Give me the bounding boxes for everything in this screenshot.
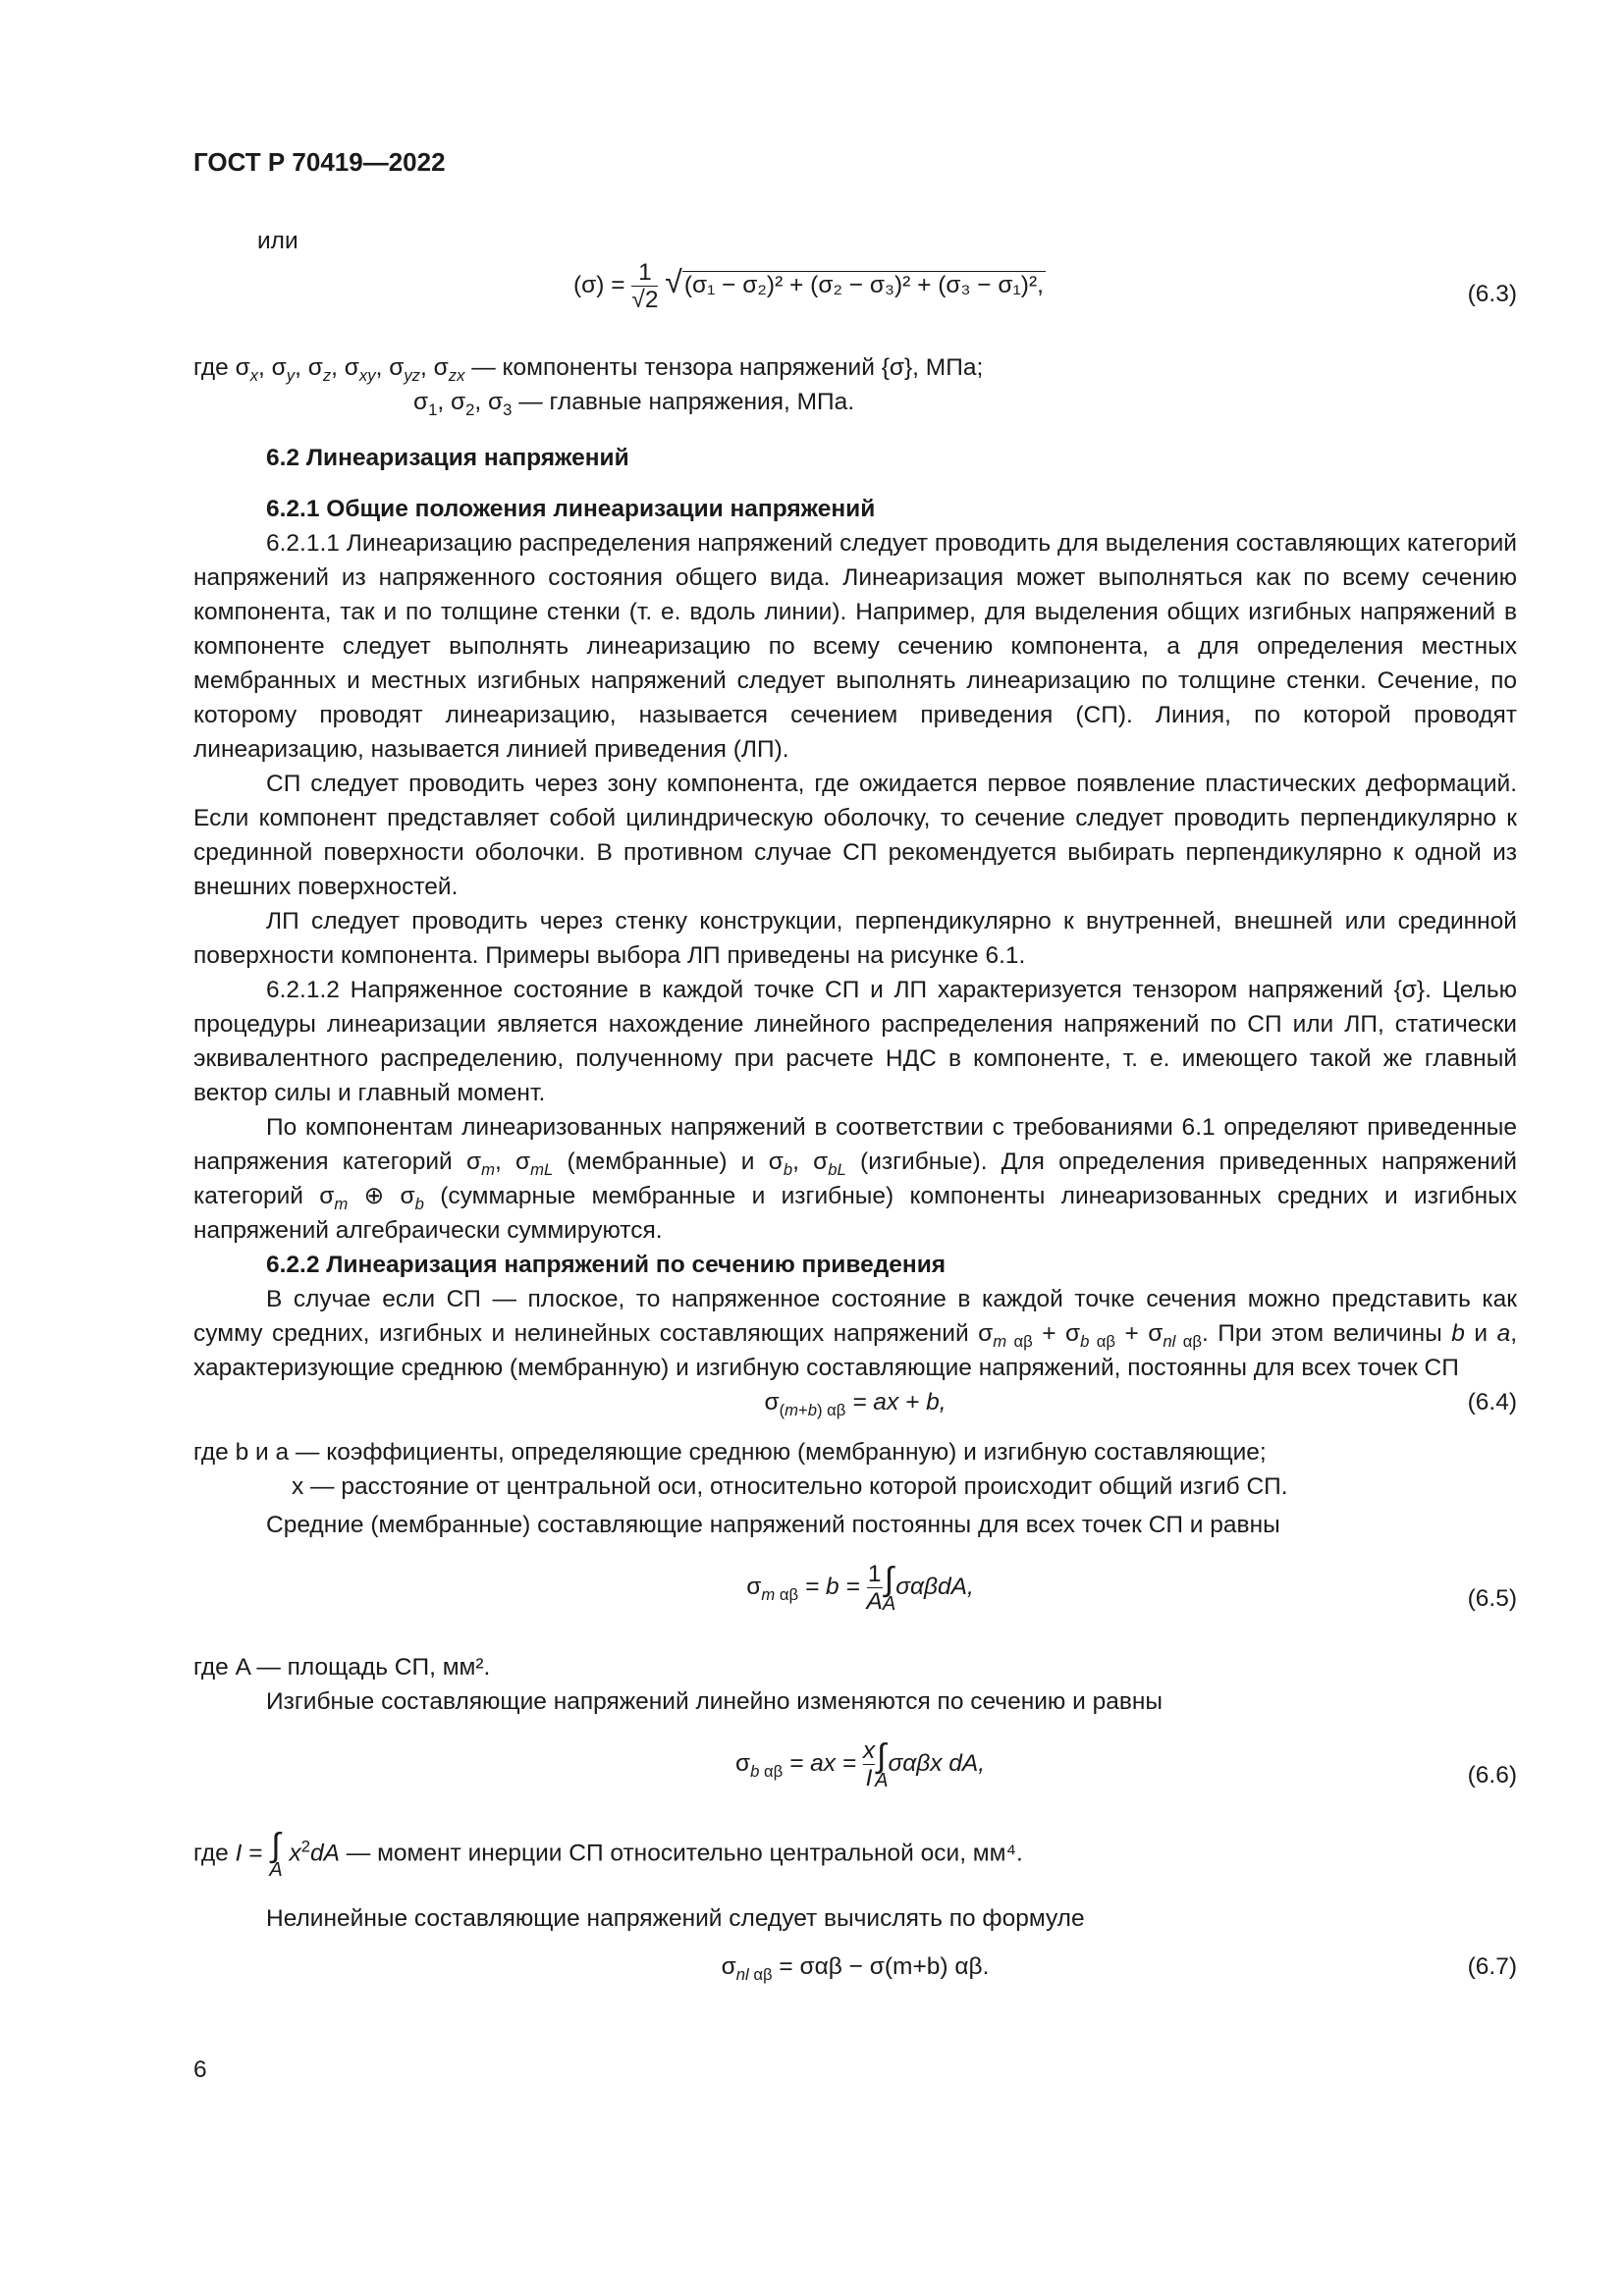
eq63-lhs: (σ) = [573, 272, 625, 299]
eq64-rhs: = ax + b, [845, 1389, 947, 1415]
eq65-mid: = b = [798, 1574, 867, 1601]
where-line-1: где $\sigma_x$, $\sigma_y$, $\sigma_z$, $\sigma_{xy}$, $\sigma_{yz}$, $\sigma_{zx}$ — компоненты тензора напряжений {σ}, МПа; [193, 354, 984, 385]
or-word: или [257, 228, 298, 254]
paragraph-sp: СП следует проводить через зону компонента, где ожидается первое появление пластических деформаций. Если компонент представляет собой цилиндрическую оболочку, то сечение следует проводить перпендикулярно к срединной поверхности оболочки. В противном случае СП рекомендуется выбирать перпендикулярно к одной из внешних поверхностей. [193, 771, 1517, 900]
eq67-number: (6.7) [1467, 1953, 1517, 1980]
eq66-number: (6.6) [1467, 1762, 1517, 1789]
eq64-number: (6.4) [1467, 1389, 1517, 1415]
eq67-rhs: = σαβ − σ(m+b) αβ. [772, 1953, 990, 1980]
where4-text: — момент инерции СП относительно центральной оси, мм⁴. [346, 1840, 1023, 1867]
eq66-end: σαβx dA, [888, 1750, 986, 1778]
equation-6-5: $\sigma_{m \alpha\beta} = b$ = $\frac{1}{A}$ ∫ A σαβdA, (6.5) [746, 1560, 1517, 1615]
where-block-4: где I = ∫ A $x^2dA$ — момент инерции СП относительно центральной оси, мм⁴. [193, 1827, 1023, 1881]
paragraph-bending: Изгибные составляющие напряжений линейно изменяются по сечению и равны [266, 1688, 1163, 1715]
paragraph-6-2-2: В случае если СП — плоское, то напряженное состояние в каждой точке сечения можно представить как сумму средних, изгибных и нелинейных составляющих напряжений $\sigma_{m \alpha\beta} + \sigma_{b \alpha\beta} + \sigma_{nl \alpha\beta}$. При этом величины b и a, характеризующие среднюю (мембранную) и изгибную составляющие напряжений, постоянны для всех точек СП [193, 1286, 1518, 1381]
p6-part-d: , характеризующие среднюю (мембранную) и изгибную составляющие напряжений, постоянны для всех точек СП [193, 1320, 1518, 1381]
p6-part-c: и [1464, 1320, 1497, 1347]
where2-line-2: x — расстояние от центральной оси, относительно которой происходит общий изгиб СП. [292, 1473, 1288, 1500]
eq63-num: 1 [638, 259, 652, 286]
paragraph-nonlinear: Нелинейные составляющие напряжений следует вычислять по формуле [266, 1905, 1085, 1932]
integral-icon: ∫ A [269, 1827, 283, 1881]
p6-part-b: При этом величины [1218, 1320, 1452, 1347]
paragraph-membrane: Средние (мембранные) составляющие напряжений постоянны для всех точек СП и равны [266, 1512, 1280, 1538]
integral-icon: ∫ A [882, 1560, 896, 1615]
eq65-number: (6.5) [1467, 1585, 1517, 1612]
eq65-end: σαβdA, [895, 1574, 974, 1601]
eq66-mid: = ax = [783, 1750, 863, 1778]
heading-6-2-2: 6.2.2 Линеаризация напряжений по сечению приведения [266, 1252, 947, 1278]
eq63-radicand: (σ₁ − σ₂)² + (σ₂ − σ₃)² + (σ₃ − σ₁)², [683, 272, 1044, 299]
eq63-number: (6.3) [1467, 281, 1517, 307]
equation-6-6: $\sigma_{b \alpha\beta}$ = ax = $\frac{x}{I}$ ∫ A σαβx dA, (6.6) [734, 1736, 1517, 1791]
p5-part-c: (изгибные). Для определения приведенных напряжений категорий [193, 1148, 1517, 1209]
eq63-den: √2 [631, 286, 659, 313]
equation-6-4: $\sigma_{(m+b) \alpha\beta}$ = ax + b, (6.4) [193, 1385, 1517, 1419]
paragraph-lp: ЛП следует проводить через стенку конструкции, перпендикулярно к внутренней, внешней или срединной поверхности компонента. Примеры выбора ЛП приведены на рисунке 6.1. [193, 908, 1517, 969]
page-number: 6 [193, 2056, 207, 2083]
integral-icon: ∫ A [875, 1736, 889, 1791]
where2-text: — главные напряжения, МПа. [512, 389, 855, 415]
heading-6-2-1: 6.2.1 Общие положения линеаризации напряжений [266, 496, 876, 522]
where-block-3: где A — площадь СП, мм². [193, 1654, 491, 1681]
equation-6-7: $\sigma_{nl \alpha\beta} = \sigma\alpha\beta - \sigma(m+b)$ αβ. (6.7) [193, 1949, 1517, 1984]
equation-6-3 [573, 260, 1046, 312]
p5-part-a: По компонентам линеаризованных напряжений в соответствии с требованиями 6.1 определяют приведенные напряжения категорий [193, 1114, 1517, 1175]
paragraph-6-2-1-2: 6.2.1.2 Напряженное состояние в каждой точке СП и ЛП характеризуется тензором напряжений {σ}. Целью процедуры линеаризации является нахождение линейного распределения напряжений по СП или ЛП, статически эквивалентного распределению, полученному при расчете НДС в компоненте, т. е. имеющего такой же главный вектор силы и главный момент. [193, 977, 1517, 1106]
p5-part-b: (мембранные) и [553, 1148, 769, 1175]
p6-part-a: В случае если СП — плоское, то напряженное состояние в каждой точке сечения можно представить как сумму средних, изгибных и нелинейных составляющих напряжений [193, 1286, 1517, 1347]
heading-6-2: 6.2 Линеаризация напряжений [266, 445, 629, 471]
paragraph-6-2-1-1: 6.2.1.1 Линеаризацию распределения напряжений следует проводить для выделения составляющих категорий напряжений из напряженного состояния общего вида. Линеаризация может выполняться как по всему сечению компонента, так и по толщине стенки (т. е. вдоль линии). Например, для выделения общих изгибных напряжений в компоненте следует выполнять линеаризацию по всему сечению компонента, а для определения местных мембранных и местных изгибных напряжений следует выполнять линеаризацию по толщине стенки. Сечение, по которому проводят линеаризацию, называется сечением приведения (СП). Линия, по которой проводят линеаризацию, называется линией приведения (ЛП). [193, 530, 1517, 763]
eq63-fraction [631, 260, 658, 312]
main-text [193, 492, 1517, 1984]
where-block-2 [193, 1435, 1517, 1504]
paragraph-categories: По компонентам линеаризованных напряжений в соответствии с требованиями 6.1 определяют приведенные напряжения категорий $\sigma_m$, $\sigma_{mL}$ (мембранные) и $\sigma_b$, $\sigma_{bL}$ (изгибные). Для определения приведенных напряжений категорий $\sigma_m$ ⊕ $\sigma_b$ (суммарные мембранные и изгибные) компоненты линеаризованных средних и изгибных напряжений алгебраически суммируются. [193, 1114, 1517, 1244]
sqrt-icon: √ [665, 264, 682, 300]
where1-text: — компоненты тензора напряжений {σ}, МПа; [471, 354, 984, 381]
where-line-2: $\sigma_1$, $\sigma_2$, $\sigma_3$ — главные напряжения, МПа. [413, 389, 855, 419]
p5-part-d: (суммарные мембранные и изгибные) компоненты линеаризованных средних и изгибных напряжений алгебраически суммируются. [193, 1183, 1517, 1244]
document-header: ГОСТ Р 70419—2022 [193, 147, 446, 177]
where2-line-1: где b и a — коэффициенты, определяющие среднюю (мембранную) и изгибную составляющие; [193, 1439, 1267, 1466]
